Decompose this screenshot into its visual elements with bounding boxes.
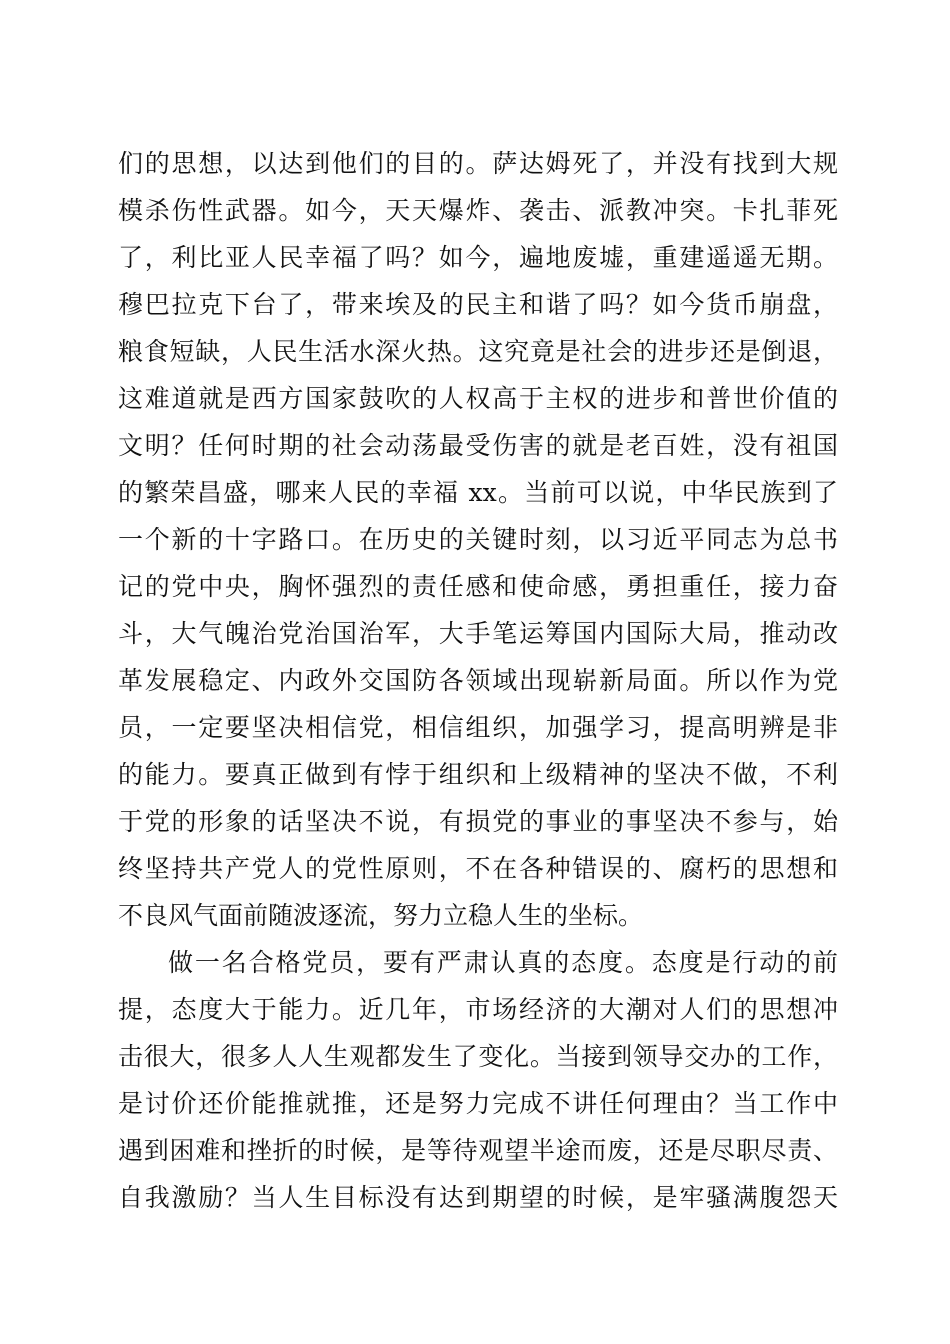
text-line: 一个新的十字路口。在历史的关键时刻，以习近平同志为总书 (118, 525, 838, 554)
text-line: 击很大，很多人人生观都发生了变化。当接到领导交办的工作， (118, 1042, 838, 1071)
text-line: 革发展稳定、内政外交国防各领域出现崭新局面。所以作为党 (118, 666, 838, 695)
text-line: 文明？任何时期的社会动荡最受伤害的就是老百姓，没有祖国 (118, 431, 838, 460)
text-line: 遇到困难和挫折的时候，是等待观望半途而废，还是尽职尽责、 (118, 1136, 838, 1165)
text-line: 模杀伤性武器。如今，天天爆炸、袭击、派教冲突。卡扎菲死 (118, 196, 838, 225)
body-text (118, 140, 838, 1221)
text-line: 终坚持共产党人的党性原则，不在各种错误的、腐朽的思想和 (118, 854, 838, 883)
text-line: 于党的形象的话坚决不说，有损党的事业的事坚决不参与，始 (118, 807, 838, 836)
text-line: 们的思想，以达到他们的目的。萨达姆死了，并没有找到大规 (118, 149, 838, 178)
text-line: 了，利比亚人民幸福了吗？如今，遍地废墟，重建遥遥无期。 (118, 243, 838, 272)
text-line: 的繁荣昌盛，哪来人民的幸福 xx。当前可以说，中华民族到了 (118, 478, 838, 507)
paragraph (118, 140, 838, 939)
text-line: 记的党中央，胸怀强烈的责任感和使命感，勇担重任，接力奋 (118, 572, 838, 601)
text-line: 做一名合格党员，要有严肃认真的态度。态度是行动的前 (168, 948, 838, 977)
text-line: 员，一定要坚决相信党，相信组织，加强学习，提高明辨是非 (118, 713, 838, 742)
text-line: 是讨价还价能推就推，还是努力完成不讲任何理由？当工作中 (118, 1089, 838, 1118)
text-line: 自我激励？当人生目标没有达到期望的时候，是牢骚满腹怨天 (118, 1183, 838, 1212)
text-line: 这难道就是西方国家鼓吹的人权高于主权的进步和普世价值的 (118, 384, 838, 413)
text-line: 斗，大气魄治党治国治军，大手笔运筹国内国际大局，推动改 (118, 619, 838, 648)
text-line: 提，态度大于能力。近几年，市场经济的大潮对人们的思想冲 (118, 995, 838, 1024)
paragraph (118, 939, 838, 1221)
text-line: 粮食短缺，人民生活水深火热。这究竟是社会的进步还是倒退， (118, 337, 838, 366)
text-line: 不良风气面前随波逐流，努力立稳人生的坐标。 (118, 901, 644, 930)
text-line: 穆巴拉克下台了，带来埃及的民主和谐了吗？如今货币崩盘， (118, 290, 838, 319)
text-line: 的能力。要真正做到有悖于组织和上级精神的坚决不做，不利 (118, 760, 838, 789)
